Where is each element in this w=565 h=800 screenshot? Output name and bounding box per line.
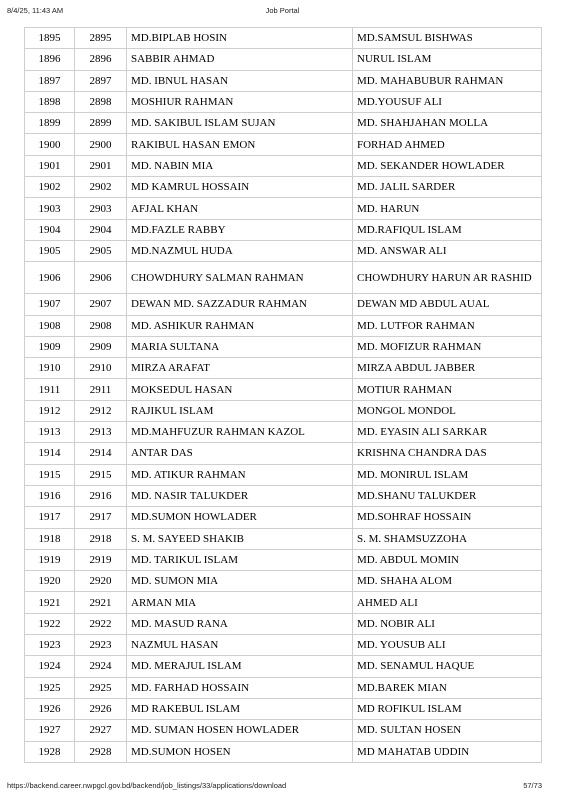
serial-cell: 1927 <box>25 720 75 741</box>
father-name-cell: MD.YOUSUF ALI <box>353 91 542 112</box>
father-name-cell: MD.BAREK MIAN <box>353 677 542 698</box>
application-number-cell: 2928 <box>75 741 127 762</box>
application-number-cell: 2913 <box>75 422 127 443</box>
father-name-cell: MD. MONIRUL ISLAM <box>353 464 542 485</box>
applicant-name-cell: ANTAR DAS <box>127 443 353 464</box>
application-number-cell: 2902 <box>75 177 127 198</box>
table-row <box>25 485 542 506</box>
application-number-cell: 2908 <box>75 315 127 336</box>
applicant-name-cell: MD.NAZMUL HUDA <box>127 240 353 261</box>
father-name-cell: MD ROFIKUL ISLAM <box>353 698 542 719</box>
father-name-cell: S. M. SHAMSUZZOHA <box>353 528 542 549</box>
application-number-cell: 2906 <box>75 262 127 294</box>
application-number-cell: 2896 <box>75 49 127 70</box>
table-row <box>25 336 542 357</box>
application-number-cell: 2899 <box>75 113 127 134</box>
page-title: Job Portal <box>265 6 300 15</box>
serial-cell: 1896 <box>25 49 75 70</box>
applicant-name-cell: MD. ATIKUR RAHMAN <box>127 464 353 485</box>
applicant-name-cell: MD.SUMON HOWLADER <box>127 507 353 528</box>
serial-cell: 1895 <box>25 28 75 49</box>
page-number: 57/73 <box>523 781 542 790</box>
table-row <box>25 549 542 570</box>
applicant-name-cell: MD.FAZLE RABBY <box>127 219 353 240</box>
serial-cell: 1904 <box>25 219 75 240</box>
applicant-name-cell: MOKSEDUL HASAN <box>127 379 353 400</box>
father-name-cell: MD. MAHABUBUR RAHMAN <box>353 70 542 91</box>
application-number-cell: 2922 <box>75 613 127 634</box>
father-name-cell: MD. SEKANDER HOWLADER <box>353 155 542 176</box>
applicant-name-cell: CHOWDHURY SALMAN RAHMAN <box>127 262 353 294</box>
table-row <box>25 155 542 176</box>
father-name-cell: KRISHNA CHANDRA DAS <box>353 443 542 464</box>
application-number-cell: 2904 <box>75 219 127 240</box>
application-number-cell: 2916 <box>75 485 127 506</box>
application-number-cell: 2920 <box>75 571 127 592</box>
table-row <box>25 443 542 464</box>
father-name-cell: MD.RAFIQUL ISLAM <box>353 219 542 240</box>
applicant-name-cell: MD. FARHAD HOSSAIN <box>127 677 353 698</box>
applicant-name-cell: MD. NABIN MIA <box>127 155 353 176</box>
application-number-cell: 2901 <box>75 155 127 176</box>
table-row <box>25 613 542 634</box>
serial-cell: 1928 <box>25 741 75 762</box>
father-name-cell: MD. MOFIZUR RAHMAN <box>353 336 542 357</box>
father-name-cell: MOTIUR RAHMAN <box>353 379 542 400</box>
application-number-cell: 2926 <box>75 698 127 719</box>
serial-cell: 1906 <box>25 262 75 294</box>
father-name-cell: MD.SAMSUL BISHWAS <box>353 28 542 49</box>
table-row <box>25 91 542 112</box>
table-row <box>25 422 542 443</box>
application-number-cell: 2914 <box>75 443 127 464</box>
applicant-name-cell: MARIA SULTANA <box>127 336 353 357</box>
table-row <box>25 528 542 549</box>
table-row <box>25 358 542 379</box>
serial-cell: 1921 <box>25 592 75 613</box>
father-name-cell: MD. LUTFOR RAHMAN <box>353 315 542 336</box>
table-row <box>25 294 542 315</box>
serial-cell: 1897 <box>25 70 75 91</box>
father-name-cell: MD. JALIL SARDER <box>353 177 542 198</box>
father-name-cell: MD. EYASIN ALI SARKAR <box>353 422 542 443</box>
table-row <box>25 464 542 485</box>
serial-cell: 1920 <box>25 571 75 592</box>
table-row <box>25 177 542 198</box>
applicant-name-cell: MD RAKEBUL ISLAM <box>127 698 353 719</box>
application-number-cell: 2900 <box>75 134 127 155</box>
applications-table <box>24 27 542 763</box>
serial-cell: 1913 <box>25 422 75 443</box>
serial-cell: 1910 <box>25 358 75 379</box>
serial-cell: 1902 <box>25 177 75 198</box>
father-name-cell: MD.SHANU TALUKDER <box>353 485 542 506</box>
application-number-cell: 2895 <box>75 28 127 49</box>
applicant-name-cell: MD. IBNUL HASAN <box>127 70 353 91</box>
application-number-cell: 2924 <box>75 656 127 677</box>
application-number-cell: 2911 <box>75 379 127 400</box>
table-row <box>25 507 542 528</box>
application-number-cell: 2910 <box>75 358 127 379</box>
application-number-cell: 2905 <box>75 240 127 261</box>
applicant-name-cell: MD.SUMON HOSEN <box>127 741 353 762</box>
table-row <box>25 28 542 49</box>
table-row <box>25 379 542 400</box>
serial-cell: 1912 <box>25 400 75 421</box>
serial-cell: 1911 <box>25 379 75 400</box>
applicant-name-cell: ARMAN MIA <box>127 592 353 613</box>
application-number-cell: 2925 <box>75 677 127 698</box>
application-number-cell: 2927 <box>75 720 127 741</box>
applicant-name-cell: MD. MERAJUL ISLAM <box>127 656 353 677</box>
serial-cell: 1926 <box>25 698 75 719</box>
applicant-name-cell: MD. TARIKUL ISLAM <box>127 549 353 570</box>
serial-cell: 1908 <box>25 315 75 336</box>
applicant-name-cell: MD. NASIR TALUKDER <box>127 485 353 506</box>
father-name-cell: MD. SULTAN HOSEN <box>353 720 542 741</box>
applicant-name-cell: NAZMUL HASAN <box>127 635 353 656</box>
print-datetime: 8/4/25, 11:43 AM <box>7 6 64 15</box>
serial-cell: 1898 <box>25 91 75 112</box>
father-name-cell: MD. NOBIR ALI <box>353 613 542 634</box>
applicant-name-cell: RAJIKUL ISLAM <box>127 400 353 421</box>
applicant-name-cell: DEWAN MD. SAZZADUR RAHMAN <box>127 294 353 315</box>
applicant-name-cell: MIRZA ARAFAT <box>127 358 353 379</box>
father-name-cell: MD. ANSWAR ALI <box>353 240 542 261</box>
father-name-cell: MD.SOHRAF HOSSAIN <box>353 507 542 528</box>
applicant-name-cell: RAKIBUL HASAN EMON <box>127 134 353 155</box>
serial-cell: 1905 <box>25 240 75 261</box>
father-name-cell: DEWAN MD ABDUL AUAL <box>353 294 542 315</box>
table-row <box>25 198 542 219</box>
serial-cell: 1909 <box>25 336 75 357</box>
applications-table-body <box>25 28 542 763</box>
serial-cell: 1899 <box>25 113 75 134</box>
father-name-cell: MONGOL MONDOL <box>353 400 542 421</box>
serial-cell: 1914 <box>25 443 75 464</box>
table-row <box>25 571 542 592</box>
applicant-name-cell: AFJAL KHAN <box>127 198 353 219</box>
serial-cell: 1907 <box>25 294 75 315</box>
serial-cell: 1919 <box>25 549 75 570</box>
application-number-cell: 2917 <box>75 507 127 528</box>
table-row <box>25 635 542 656</box>
table-row <box>25 592 542 613</box>
application-number-cell: 2909 <box>75 336 127 357</box>
applicant-name-cell: MD.BIPLAB HOSIN <box>127 28 353 49</box>
applicant-name-cell: MD.MAHFUZUR RAHMAN KAZOL <box>127 422 353 443</box>
applicant-name-cell: SABBIR AHMAD <box>127 49 353 70</box>
serial-cell: 1922 <box>25 613 75 634</box>
application-number-cell: 2912 <box>75 400 127 421</box>
father-name-cell: CHOWDHURY HARUN AR RASHID <box>353 262 542 294</box>
print-footer <box>0 781 565 793</box>
table-row <box>25 656 542 677</box>
applicant-name-cell: MD. SAKIBUL ISLAM SUJAN <box>127 113 353 134</box>
father-name-cell: NURUL ISLAM <box>353 49 542 70</box>
serial-cell: 1917 <box>25 507 75 528</box>
print-header <box>0 6 565 18</box>
applicant-name-cell: MD. ASHIKUR RAHMAN <box>127 315 353 336</box>
father-name-cell: MIRZA ABDUL JABBER <box>353 358 542 379</box>
serial-cell: 1918 <box>25 528 75 549</box>
table-row <box>25 720 542 741</box>
application-number-cell: 2921 <box>75 592 127 613</box>
table-row <box>25 70 542 91</box>
application-number-cell: 2915 <box>75 464 127 485</box>
serial-cell: 1915 <box>25 464 75 485</box>
serial-cell: 1903 <box>25 198 75 219</box>
father-name-cell: AHMED ALI <box>353 592 542 613</box>
applicant-name-cell: MD KAMRUL HOSSAIN <box>127 177 353 198</box>
application-number-cell: 2907 <box>75 294 127 315</box>
application-number-cell: 2903 <box>75 198 127 219</box>
application-number-cell: 2918 <box>75 528 127 549</box>
serial-cell: 1925 <box>25 677 75 698</box>
applicant-name-cell: S. M. SAYEED SHAKIB <box>127 528 353 549</box>
table-row <box>25 698 542 719</box>
table-row <box>25 741 542 762</box>
father-name-cell: MD. HARUN <box>353 198 542 219</box>
page-url: https://backend.career.nwpgcl.gov.bd/backend/job_listings/33/applications/download <box>7 781 287 790</box>
serial-cell: 1900 <box>25 134 75 155</box>
table-row <box>25 219 542 240</box>
application-number-cell: 2923 <box>75 635 127 656</box>
table-row <box>25 134 542 155</box>
application-number-cell: 2897 <box>75 70 127 91</box>
applicant-name-cell: MD. SUMAN HOSEN HOWLADER <box>127 720 353 741</box>
applicant-name-cell: MOSHIUR RAHMAN <box>127 91 353 112</box>
serial-cell: 1916 <box>25 485 75 506</box>
applicant-name-cell: MD. SUMON MIA <box>127 571 353 592</box>
table-row <box>25 240 542 261</box>
application-number-cell: 2919 <box>75 549 127 570</box>
table-row <box>25 113 542 134</box>
serial-cell: 1923 <box>25 635 75 656</box>
father-name-cell: FORHAD AHMED <box>353 134 542 155</box>
father-name-cell: MD. SHAHJAHAN MOLLA <box>353 113 542 134</box>
table-row <box>25 49 542 70</box>
father-name-cell: MD. SHAHA ALOM <box>353 571 542 592</box>
father-name-cell: MD. ABDUL MOMIN <box>353 549 542 570</box>
table-row <box>25 262 542 294</box>
table-row <box>25 400 542 421</box>
applicant-name-cell: MD. MASUD RANA <box>127 613 353 634</box>
serial-cell: 1924 <box>25 656 75 677</box>
father-name-cell: MD MAHATAB UDDIN <box>353 741 542 762</box>
application-number-cell: 2898 <box>75 91 127 112</box>
table-row <box>25 315 542 336</box>
serial-cell: 1901 <box>25 155 75 176</box>
table-row <box>25 677 542 698</box>
father-name-cell: MD. YOUSUB ALI <box>353 635 542 656</box>
father-name-cell: MD. SENAMUL HAQUE <box>353 656 542 677</box>
